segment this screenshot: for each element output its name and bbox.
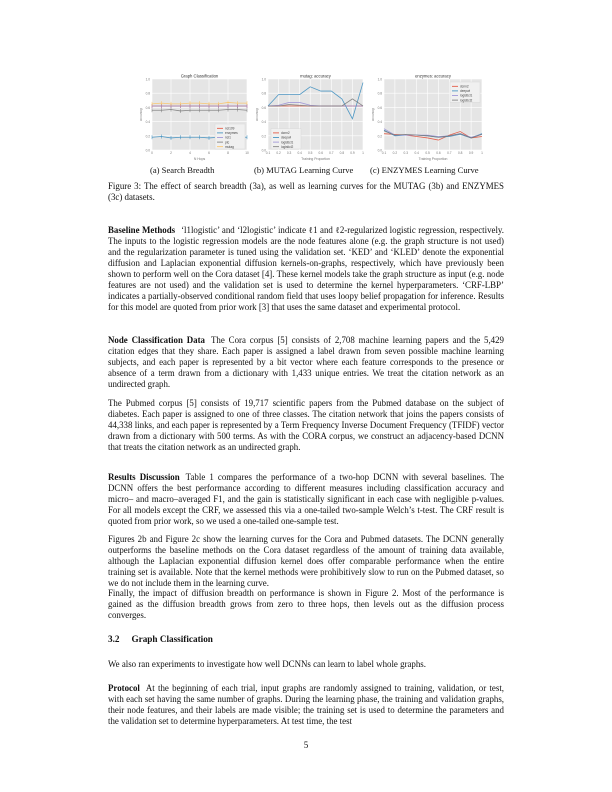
svg-text:0.8: 0.8 xyxy=(145,91,150,96)
svg-text:0.6: 0.6 xyxy=(261,105,266,110)
svg-text:0.8: 0.8 xyxy=(339,151,345,155)
chart-search-breadth xyxy=(138,73,250,165)
paragraph-pubmed: The Pubmed corpus [5] consists of 19,717 scientific papers from the Pubmed database on the subject of diabetes. Each paper is assigned to one of three classes. The citation network that joins the papers consists of 44,338 links, and each paper is represented by a Term Frequency Inverse Document Frequency (TFIDF) vector drawn from a dictionary with 500 terms. As with the CORA corpus, we construct an adjacency-based DCNN that treats the citation network as an undirected graph. xyxy=(108,398,504,452)
svg-text:logisticl2: logisticl2 xyxy=(281,144,294,149)
svg-text:0.5: 0.5 xyxy=(425,151,430,155)
paragraph-text: ‘l1logistic’ and ‘l2logistic’ indicate ℓ1 and ℓ2-regularized logistic regression, respectively. The inputs to the logistic regression models are the node features alone (e.g. the graph structure is not used) and the regularization parameter is tuned using the validation set. ‘KED’ and ‘KLED’ denote the exponential diffusion and Laplacian exponential diffusion kernels-on-graphs, respectively, which have previously been shown to perform well on the Cora dataset [4]. These kernel models take the graph structure as input (e.g. node features are not used) and the validation set is used to determine the kernel hyperparameters. ‘CRF-LBP’ indicates a partially-observed conditional random field that uses loopy belief propagation for inference. Results for this model are quoted from prior work [3] that uses the same dataset and experimental protocol. xyxy=(108,225,505,312)
paragraph-graph-intro: We also ran experiments to investigate how well DCNNs can learn to label whole graphs. xyxy=(108,659,426,669)
svg-text:0.4: 0.4 xyxy=(297,151,302,155)
svg-text:0.6: 0.6 xyxy=(377,105,382,110)
chart-enzymes-plot xyxy=(370,73,485,163)
svg-text:accuracy: accuracy xyxy=(371,108,375,121)
paragraph-text: The Cora corpus [5] consists of 2,708 machine learning papers and the 5,429 citation edges that they share. Each paper is assigned a label drawn from seven possible machine learning subjects, and each paper is represented by a bit vector where each feature corresponds to the presence or absence of a term drawn from a dictionary with 1,433 unique entries. We treat the citation network as an undirected graph. xyxy=(108,335,504,389)
figure-3 xyxy=(138,73,498,165)
svg-text:0.4: 0.4 xyxy=(414,151,419,155)
svg-text:0.9: 0.9 xyxy=(468,151,474,155)
svg-text:enzymes: enzymes xyxy=(225,131,238,136)
svg-text:0.2: 0.2 xyxy=(261,134,266,139)
svg-text:1.0: 1.0 xyxy=(261,77,266,82)
figure-caption: Figure 3: The effect of search breadth (3a), as well as learning curves for the MUTAG (3b) and ENZYMES (3c) datasets. xyxy=(108,181,504,202)
paragraph-heading: Baseline Methods xyxy=(108,225,176,235)
section-title: Graph Classification xyxy=(131,634,213,644)
svg-text:dcnn2: dcnn2 xyxy=(460,84,469,89)
svg-text:deepwl: deepwl xyxy=(281,135,292,140)
svg-text:0.9: 0.9 xyxy=(350,151,355,155)
svg-text:1: 1 xyxy=(362,151,364,155)
chart-mutag-plot xyxy=(254,73,366,163)
svg-text:0.6: 0.6 xyxy=(436,151,441,155)
svg-text:0.1: 0.1 xyxy=(381,151,387,155)
svg-text:0.4: 0.4 xyxy=(377,120,382,125)
svg-text:0.6: 0.6 xyxy=(145,105,150,110)
paragraph-heading: Results Discussion xyxy=(108,472,180,482)
svg-text:0.0: 0.0 xyxy=(145,148,150,153)
svg-text:0: 0 xyxy=(151,151,153,155)
svg-text:0.1: 0.1 xyxy=(265,151,271,155)
svg-text:accuracy: accuracy xyxy=(139,108,143,121)
paragraph-heading: Node Classification Data xyxy=(108,335,205,345)
svg-text:deepwl: deepwl xyxy=(460,89,471,94)
subcaption-a: (a) Search Breadth xyxy=(150,165,215,175)
chart-mutag-learning-curve xyxy=(254,73,366,165)
svg-text:logisticl2: logisticl2 xyxy=(460,98,473,103)
svg-text:enzymes: accuracy: enzymes: accuracy xyxy=(415,73,451,79)
svg-text:0.5: 0.5 xyxy=(308,151,313,155)
svg-text:ptc: ptc xyxy=(225,140,230,145)
svg-text:0.7: 0.7 xyxy=(329,151,334,155)
svg-text:0.4: 0.4 xyxy=(145,120,150,125)
svg-text:0.3: 0.3 xyxy=(403,151,408,155)
svg-text:logisticl1: logisticl1 xyxy=(281,140,294,145)
chart-enzymes-learning-curve xyxy=(370,73,482,165)
svg-text:6: 6 xyxy=(208,151,210,155)
svg-text:Training Proportion: Training Proportion xyxy=(301,157,330,161)
svg-text:logisticl1: logisticl1 xyxy=(460,93,473,98)
svg-text:8: 8 xyxy=(227,151,229,155)
svg-text:mutag: accuracy: mutag: accuracy xyxy=(300,73,331,79)
paragraph-node-classification-data xyxy=(108,335,504,390)
svg-text:accuracy: accuracy xyxy=(255,108,259,121)
svg-text:10: 10 xyxy=(245,151,249,155)
svg-text:0.2: 0.2 xyxy=(392,151,398,155)
paragraph-protocol xyxy=(108,683,504,727)
paragraph-heading: Protocol xyxy=(108,683,140,693)
svg-text:0.2: 0.2 xyxy=(377,134,382,139)
svg-text:N Hops: N Hops xyxy=(193,157,206,161)
chart-search-breadth-plot xyxy=(138,73,250,163)
svg-text:0.3: 0.3 xyxy=(286,151,292,155)
svg-text:0.8: 0.8 xyxy=(261,91,266,96)
svg-text:0.0: 0.0 xyxy=(377,148,382,153)
svg-text:1.0: 1.0 xyxy=(145,77,150,82)
svg-text:0.2: 0.2 xyxy=(145,134,150,139)
paragraph-learning-curves: Figures 2b and Figure 2c show the learning curves for the Cora and Pubmed datasets. The DCNN generally outperforms the baseline methods on the Cora dataset regardless of the amount of training data available, although the Laplacian exponential diffusion kernel does offer comparable performance when the entire training set is available. Note that the kernel methods were prohibitively slow to run on the Pubmed dataset, so we do not include them in the learning curve. xyxy=(108,534,504,588)
section-heading xyxy=(108,634,213,644)
subcaption-c: (c) ENZYMES Learning Curve xyxy=(370,165,479,175)
svg-text:dcnn2: dcnn2 xyxy=(281,131,290,136)
svg-text:2: 2 xyxy=(170,151,172,155)
svg-text:4: 4 xyxy=(189,151,191,155)
svg-text:Graph Classification: Graph Classification xyxy=(180,73,219,79)
svg-text:0.0: 0.0 xyxy=(261,148,266,153)
svg-text:0.4: 0.4 xyxy=(261,120,266,125)
svg-text:mutag: mutag xyxy=(225,144,234,149)
svg-text:nci1: nci1 xyxy=(225,135,231,140)
page-number: 5 xyxy=(303,740,309,750)
paragraph-results-discussion xyxy=(108,472,504,527)
svg-text:1: 1 xyxy=(481,151,483,155)
svg-text:0.6: 0.6 xyxy=(318,151,323,155)
svg-text:0.7: 0.7 xyxy=(447,151,452,155)
paragraph-text: At the beginning of each trial, input graphs are randomly assigned to training, validation, or test, with each set having the same number of graphs. During the learning phase, the training and validation graphs, their node features, and their labels are made visible; the training set is used to determine the parameters and the validation set to determine hyperparameters. At test time, the test xyxy=(108,683,504,726)
svg-text:Training Proportion: Training Proportion xyxy=(418,157,448,161)
paragraph-baseline-methods xyxy=(108,225,504,313)
subcaption-b: (b) MUTAG Learning Curve xyxy=(254,165,354,175)
svg-text:1.0: 1.0 xyxy=(377,77,382,82)
svg-text:nci109: nci109 xyxy=(225,126,235,131)
paragraph-text: Table 1 compares the performance of a two-hop DCNN with several baselines. The DCNN offers the best performance according to different measures including classification accuracy and micro– and macro–averaged F1, and the gain is statistically significant in each case with negligible p-values. For all models except the CRF, we assessed this via a one-tailed two-sample Welch’s t-test. The CRF result is quoted from prior work, so we used a one-tailed one-sample test. xyxy=(108,472,504,526)
section-number: 3.2 xyxy=(108,634,120,644)
svg-text:0.8: 0.8 xyxy=(458,151,463,155)
svg-text:0.2: 0.2 xyxy=(276,151,281,155)
paragraph-diffusion-breadth: Finally, the impact of diffusion breadth on performance is shown in Figure 2. Most of the performance is gained as the diffusion breadth grows from zero to three hops, then levels out as the diffusion process converges. xyxy=(108,588,504,620)
svg-text:0.8: 0.8 xyxy=(377,91,382,96)
